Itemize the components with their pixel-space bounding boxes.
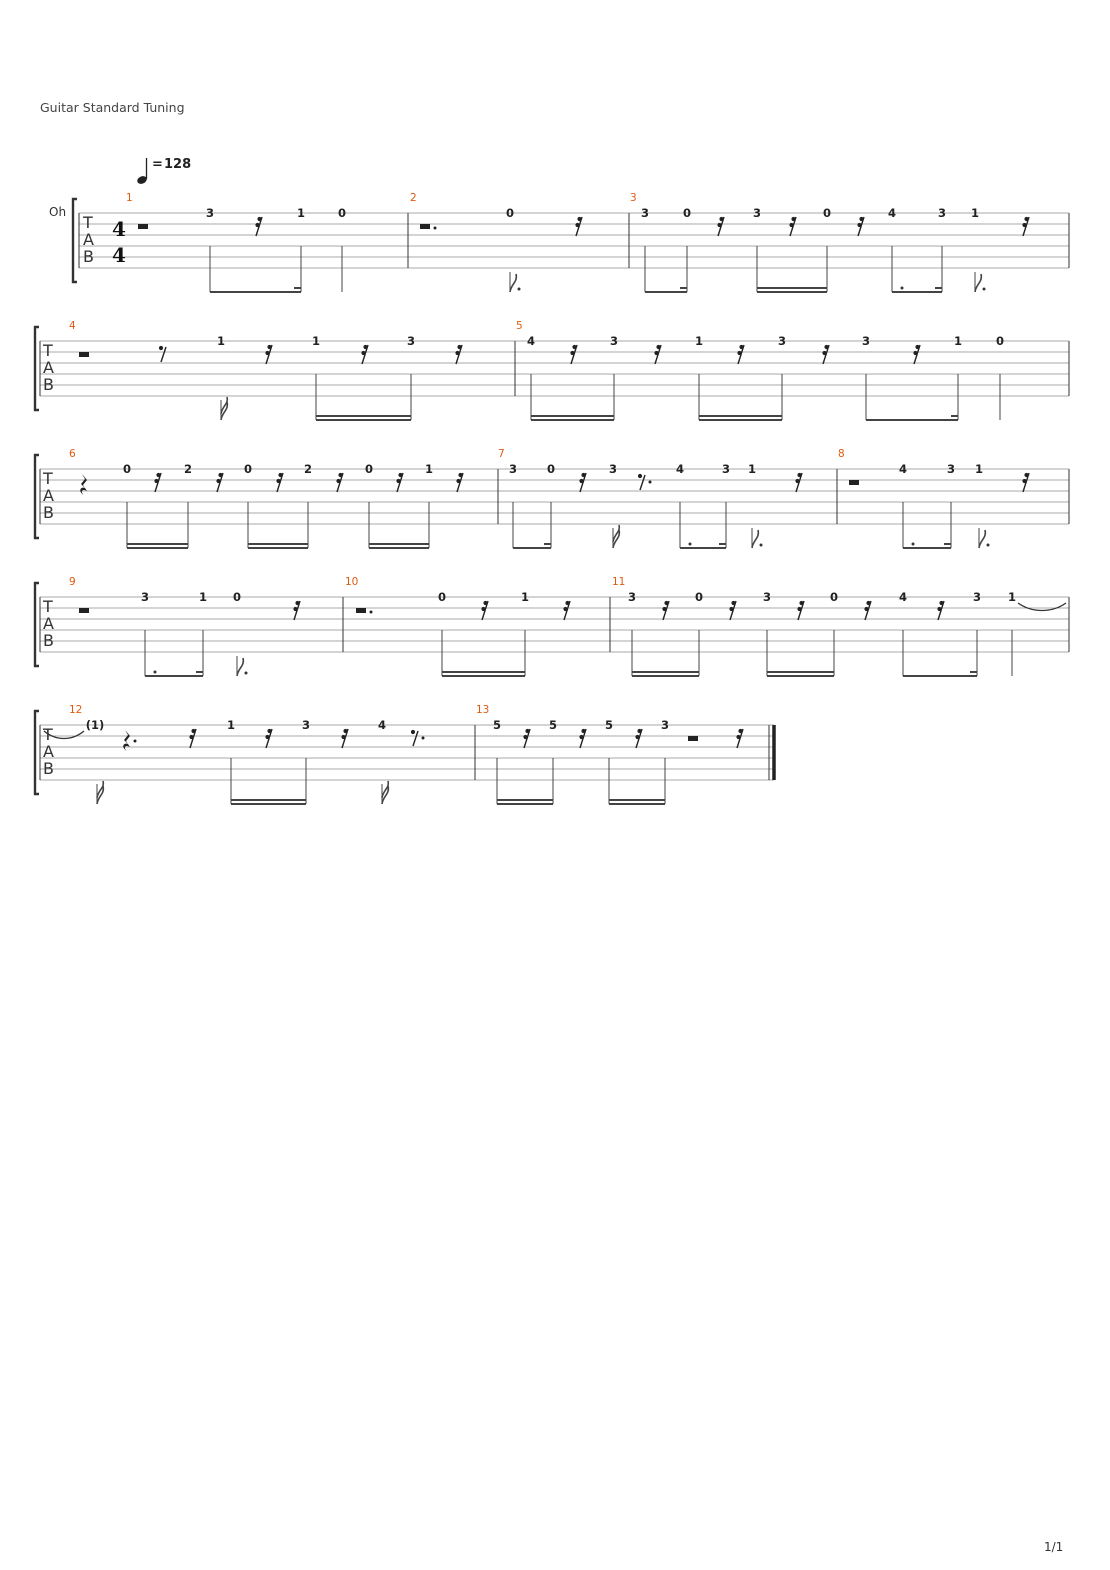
note-flag (975, 274, 981, 292)
measure-number: 5 (516, 320, 523, 332)
sixteenth-rest (293, 601, 300, 620)
half-rest (79, 608, 89, 613)
note-dot (912, 543, 915, 546)
sixteenth-rest (913, 345, 920, 364)
note-dot (987, 544, 990, 547)
time-sig-denominator: 4 (112, 243, 126, 267)
fret-number: 0 (337, 206, 347, 220)
tuning-label: Guitar Standard Tuning (40, 100, 185, 115)
tab-clef-letter: B (43, 375, 54, 394)
fret-number: 4 (887, 206, 897, 220)
sixteenth-rest (563, 601, 570, 620)
measure (345, 576, 570, 676)
note-flag (752, 530, 758, 548)
sixteenth-rest (216, 473, 223, 492)
measure-number: 12 (69, 704, 83, 716)
fret-number: 3 (205, 206, 215, 220)
tab-clef-letter: A (83, 230, 94, 249)
quarter-rest (80, 474, 87, 495)
measure-number: 4 (69, 320, 76, 332)
measure-number: 10 (345, 576, 359, 588)
fret-number: 0 (243, 462, 253, 476)
sixteenth-rest (822, 345, 829, 364)
fret-number: 1 (424, 462, 434, 476)
sixteenth-rest (523, 729, 530, 748)
note-dot (518, 288, 521, 291)
tab-clef-letter: A (43, 486, 54, 505)
system-bracket (35, 583, 39, 666)
sixteenth-rest (795, 473, 802, 492)
sixteenth-rest (336, 473, 343, 492)
sixteenth-rest (717, 217, 724, 236)
measure (69, 448, 463, 548)
fret-number: 4 (675, 462, 685, 476)
tab-system (35, 327, 1069, 410)
fret-number: 5 (604, 718, 614, 732)
note-flag (237, 658, 243, 676)
measure (410, 192, 582, 292)
tie (1018, 603, 1066, 611)
note-dot (154, 671, 157, 674)
fret-number: 3 (937, 206, 947, 220)
sixteenth-rest (729, 601, 736, 620)
tab-clef-letter: A (43, 614, 54, 633)
fret-number: 3 (946, 462, 956, 476)
fret-number: 1 (974, 462, 984, 476)
tab-clef-letter: B (43, 503, 54, 522)
measure (612, 576, 1066, 676)
quarter-rest (123, 730, 130, 751)
fret-number: 1 (694, 334, 704, 348)
note-dot (245, 672, 248, 675)
half-rest (356, 608, 366, 613)
sixteenth-rest (737, 345, 744, 364)
fret-number: 0 (546, 462, 556, 476)
measure (498, 448, 802, 548)
tab-clef-letter: B (43, 759, 54, 778)
sixteenth-rest (265, 729, 272, 748)
sixteenth-rest (864, 601, 871, 620)
half-rest (849, 480, 859, 485)
tempo-value: 128 (164, 157, 192, 172)
fret-number: 1 (226, 718, 236, 732)
sixteenth-rest (361, 345, 368, 364)
fret-number: 0 (364, 462, 374, 476)
rest-dot (422, 737, 425, 740)
fret-number: 3 (752, 206, 762, 220)
fret-number: 1 (1007, 590, 1017, 604)
fret-number: 3 (861, 334, 871, 348)
sixteenth-rest (579, 473, 586, 492)
measure (476, 704, 743, 804)
sixteenth-rest (797, 601, 804, 620)
sixteenth-rest (579, 729, 586, 748)
fret-number: 5 (492, 718, 502, 732)
sixteenth-rest (570, 345, 577, 364)
tab-clef-letter: B (43, 631, 54, 650)
rest-dot (370, 611, 373, 614)
fret-number: 4 (526, 334, 536, 348)
sixteenth-rest (575, 217, 582, 236)
eighth-rest (638, 474, 645, 490)
fret-number: (1) (85, 718, 105, 732)
sixteenth-rest (456, 473, 463, 492)
sixteenth-rest (396, 473, 403, 492)
fret-number: 0 (122, 462, 132, 476)
sixteenth-rest (1022, 217, 1029, 236)
sixteenth-rest (265, 345, 272, 364)
sixteenth-rest (341, 729, 348, 748)
half-rest (79, 352, 89, 357)
sixteenth-rest (857, 217, 864, 236)
fret-number: 3 (508, 462, 518, 476)
rest-dot (649, 481, 652, 484)
measure (69, 320, 462, 420)
rest-dot (134, 740, 137, 743)
fret-number: 3 (609, 334, 619, 348)
sixteenth-rest (189, 729, 196, 748)
note-dot (760, 544, 763, 547)
fret-number: 1 (970, 206, 980, 220)
fret-number: 0 (995, 334, 1005, 348)
sixteenth-rest (455, 345, 462, 364)
note-flag (510, 274, 516, 292)
fret-number: 5 (548, 718, 558, 732)
measure (126, 192, 346, 292)
measure (44, 704, 425, 804)
measure-number: 9 (69, 576, 76, 588)
tab-clef-letter: T (83, 213, 93, 232)
note-flag (979, 530, 985, 548)
measure (838, 448, 1029, 548)
tempo-marking (136, 157, 191, 185)
fret-number: 1 (198, 590, 208, 604)
fret-number: 1 (216, 334, 226, 348)
measure-number: 8 (838, 448, 845, 460)
tab-clef-letter: T (43, 597, 53, 616)
fret-number: 1 (296, 206, 306, 220)
fret-number: 0 (829, 590, 839, 604)
fret-number: 1 (520, 590, 530, 604)
tab-clef-letter: T (43, 341, 53, 360)
fret-number: 3 (660, 718, 670, 732)
measure-number: 1 (126, 192, 133, 204)
system-bracket (35, 455, 39, 538)
fret-number: 0 (232, 590, 242, 604)
page-number: 1/1 (1044, 1540, 1064, 1554)
fret-number: 2 (303, 462, 313, 476)
sixteenth-rest (662, 601, 669, 620)
track-name: Oh (49, 205, 67, 219)
fret-number: 3 (777, 334, 787, 348)
fret-number: 2 (183, 462, 193, 476)
measure (516, 320, 1004, 420)
fret-number: 0 (694, 590, 704, 604)
fret-number: 3 (140, 590, 150, 604)
fret-number: 1 (747, 462, 757, 476)
fret-number: 3 (627, 590, 637, 604)
fret-number: 0 (437, 590, 447, 604)
fret-number: 1 (311, 334, 321, 348)
tab-clef-letter: T (43, 725, 53, 744)
note-dot (983, 288, 986, 291)
sixteenth-rest (154, 473, 161, 492)
fret-number: 3 (972, 590, 982, 604)
fret-number: 3 (301, 718, 311, 732)
tab-clef-letter: B (83, 247, 94, 266)
half-rest (688, 736, 698, 741)
half-rest (420, 224, 430, 229)
system-bracket (73, 199, 77, 282)
measure-number: 3 (630, 192, 637, 204)
system-bracket (35, 711, 39, 794)
fret-number: 3 (721, 462, 731, 476)
tab-clef-letter: T (43, 469, 53, 488)
tab-system (35, 583, 1069, 666)
measure-number: 11 (612, 576, 626, 588)
fret-number: 1 (953, 334, 963, 348)
tab-clef-letter: A (43, 358, 54, 377)
sixteenth-rest (1022, 473, 1029, 492)
tab-clef-letter: A (43, 742, 54, 761)
note-dot (689, 543, 692, 546)
fret-number: 0 (505, 206, 515, 220)
sixteenth-rest (635, 729, 642, 748)
fret-number: 3 (762, 590, 772, 604)
eighth-rest (411, 730, 418, 746)
fret-number: 4 (898, 462, 908, 476)
fret-number: 4 (898, 590, 908, 604)
measure-number: 6 (69, 448, 76, 460)
note-dot (901, 287, 904, 290)
half-rest (138, 224, 148, 229)
measure-number: 7 (498, 448, 505, 460)
sixteenth-rest (255, 217, 262, 236)
rest-dot (434, 227, 437, 230)
fret-number: 0 (822, 206, 832, 220)
fret-number: 0 (682, 206, 692, 220)
measure-number: 13 (476, 704, 490, 716)
sixteenth-rest (789, 217, 796, 236)
time-sig-numerator: 4 (112, 217, 126, 241)
sixteenth-rest (481, 601, 488, 620)
tempo-equals: = (152, 157, 163, 172)
sixteenth-rest (736, 729, 743, 748)
fret-number: 3 (406, 334, 416, 348)
measure (69, 576, 300, 676)
fret-number: 4 (377, 718, 387, 732)
fret-number: 3 (640, 206, 650, 220)
sixteenth-rest (654, 345, 661, 364)
eighth-rest (159, 346, 166, 362)
sixteenth-rest (937, 601, 944, 620)
system-bracket (35, 327, 39, 410)
fret-number: 3 (608, 462, 618, 476)
measure-number: 2 (410, 192, 417, 204)
tab-system (73, 199, 1069, 282)
measure (630, 192, 1029, 292)
sixteenth-rest (276, 473, 283, 492)
